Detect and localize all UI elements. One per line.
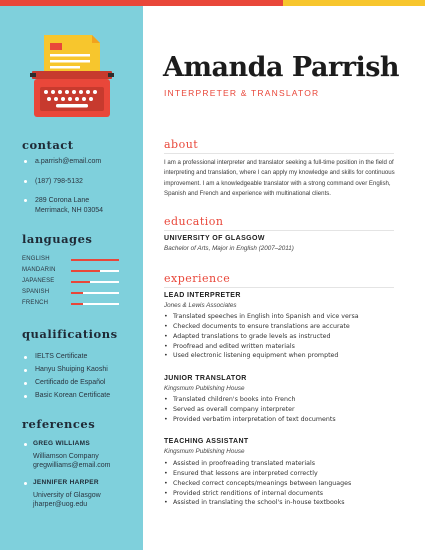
qualification-bullet-icon <box>24 369 27 372</box>
job-title: JUNIOR TRANSLATOR <box>164 375 247 382</box>
reference-name: GREG WILLIAMS <box>33 440 90 447</box>
section-divider <box>164 287 394 288</box>
job-bullet: • Used electronic listening equipment when prompted <box>164 351 399 361</box>
contact-address-line2: Merrimack, NH 03054 <box>35 207 104 214</box>
contact-heading: contact <box>22 138 74 152</box>
reference-name: JENNIFER HARPER <box>33 479 99 486</box>
language-level-fill <box>71 270 100 272</box>
qualifications-heading: qualifications <box>22 327 118 341</box>
language-name: JAPANESE <box>22 278 55 284</box>
job-bullet: • Ensured that lessons are interpreted correctly <box>164 469 399 479</box>
language-name: ENGLISH <box>22 256 50 262</box>
contact-email[interactable]: a.parrish@email.com <box>35 158 102 165</box>
language-row <box>22 289 122 299</box>
language-level-track <box>71 303 119 305</box>
qualification-bullet-icon <box>24 395 27 398</box>
language-name: MANDARIN <box>22 267 56 273</box>
education-heading: education <box>164 215 224 228</box>
language-level-fill <box>71 292 83 294</box>
about-text: I am a professional interpreter and translator seeking a full-time position in the field of interpreting and translation, where I can apply my knowledge and skills for continuous improvement. I am a knowledgeable translator with a strong command over English, Spanish and French and experience with multinational clients. <box>164 159 395 198</box>
job-bullet: • Translated children's books into French <box>164 395 399 405</box>
language-level-track <box>71 270 119 272</box>
language-name: FRENCH <box>22 300 49 306</box>
job-bullet: • Proofread and edited written materials <box>164 342 399 352</box>
section-divider <box>164 230 394 231</box>
experience-heading: experience <box>164 272 231 285</box>
language-level-fill <box>71 259 119 261</box>
education-school: UNIVERSITY OF GLASGOW <box>164 235 265 242</box>
language-row <box>22 300 122 310</box>
language-level-fill <box>71 281 90 283</box>
language-level-track <box>71 259 119 261</box>
job-title-subtitle: INTERPRETER & TRANSLATOR <box>164 88 320 98</box>
language-row <box>22 267 122 277</box>
references-heading: references <box>22 417 96 431</box>
qualification-item: IELTS Certificate <box>35 353 88 360</box>
language-level-track <box>71 292 119 294</box>
job-title: LEAD INTERPRETER <box>164 292 241 299</box>
job-bullet-list <box>164 395 399 425</box>
candidate-name: Amanda Parrish <box>163 52 400 83</box>
job-bullet: • Adapted translations to grade levels as instructed <box>164 332 399 342</box>
job-bullet: • Provided strict renditions of internal documents <box>164 489 399 499</box>
job-bullet: • Provided verbatim interpretation of text documents <box>164 415 399 425</box>
job-bullet: • Checked documents to ensure translations are accurate <box>164 322 399 332</box>
reference-bullet-icon <box>24 482 27 485</box>
education-degree: Bachelor of Arts, Major in English (2007–2011) <box>164 245 294 252</box>
about-heading: about <box>164 138 199 151</box>
job-bullet: • Checked correct concepts/meanings between languages <box>164 479 399 489</box>
job-title: TEACHING ASSISTANT <box>164 438 249 445</box>
job-bullet-list <box>164 459 399 508</box>
language-row <box>22 278 122 288</box>
job-bullet: • Translated speeches in English into Spanish and vice versa <box>164 312 399 322</box>
qualification-item: Certificado de Español <box>35 379 106 386</box>
reference-email[interactable]: jharper@uog.edu <box>33 501 88 508</box>
typewriter-icon <box>30 33 114 119</box>
language-level-track <box>71 281 119 283</box>
language-name: SPANISH <box>22 289 50 295</box>
qualification-item: Hanyu Shuiping Kaoshi <box>35 366 108 373</box>
job-bullet: • Assisted in proofreading translated materials <box>164 459 399 469</box>
contact-phone[interactable]: (187) 798-5132 <box>35 178 83 185</box>
job-company: Jones & Lewis Associates <box>164 302 237 309</box>
job-bullet: • Assisted in translating the school's in-house textbooks <box>164 498 399 508</box>
job-company: Kingsmum Publishing House <box>164 385 245 392</box>
address-bullet-icon <box>24 199 27 202</box>
qualification-item: Basic Korean Certificate <box>35 392 111 399</box>
top-bar-yellow-segment <box>283 0 425 6</box>
qualification-bullet-icon <box>24 382 27 385</box>
phone-bullet-icon <box>24 180 27 183</box>
contact-address-line1: 289 Corona Lane <box>35 197 90 204</box>
language-row <box>22 256 122 266</box>
reference-company: University of Glasgow <box>33 492 101 499</box>
languages-heading: languages <box>22 232 93 246</box>
reference-company: Williamson Company <box>33 453 99 460</box>
section-divider <box>164 153 394 154</box>
qualification-bullet-icon <box>24 356 27 359</box>
job-bullet: • Served as overall company interpreter <box>164 405 399 415</box>
job-bullet-list <box>164 312 399 361</box>
reference-email[interactable]: gregwilliams@email.com <box>33 462 111 469</box>
email-bullet-icon <box>24 160 27 163</box>
reference-bullet-icon <box>24 443 27 446</box>
job-company: Kingsmum Publishing House <box>164 448 245 455</box>
language-level-fill <box>71 303 83 305</box>
